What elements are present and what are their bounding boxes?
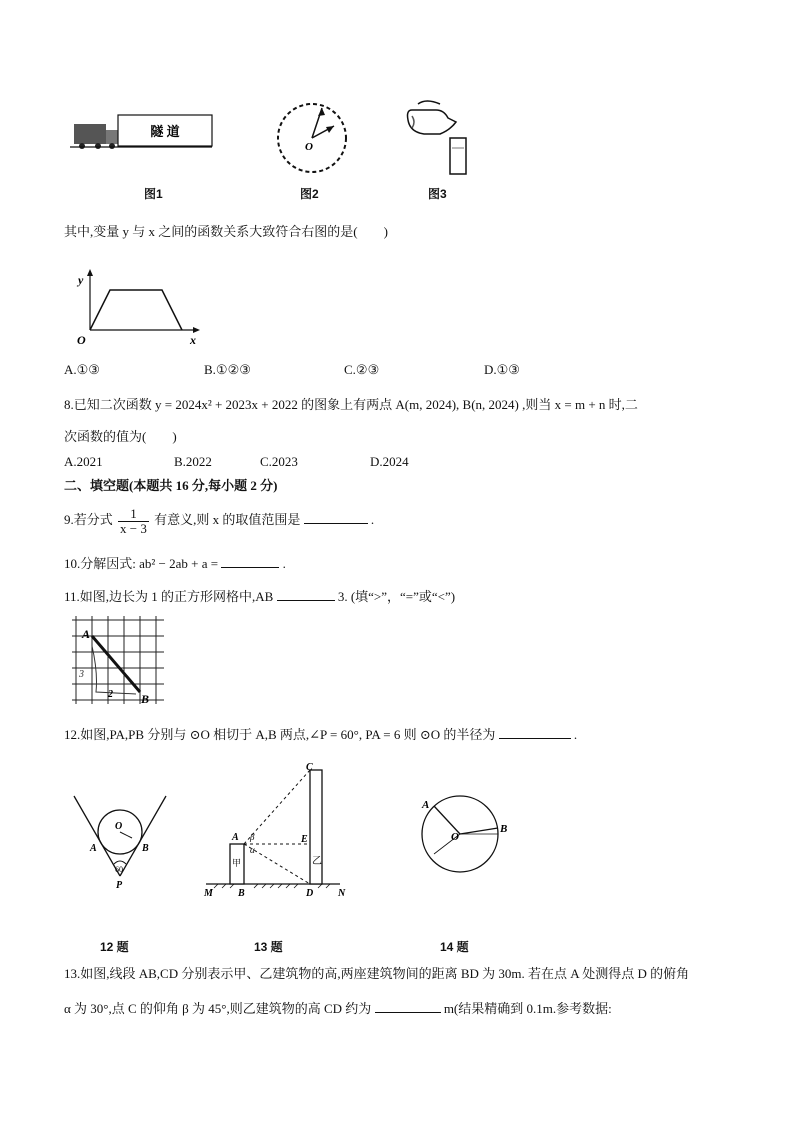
q7-stem: 其中,变量 y 与 x 之间的函数关系大致符合右图的是( ) xyxy=(64,224,388,239)
q8-line-1: 8.已知二次函数 y = 2024x² + 2023x + 2022 的图象上有两点 A(m, 2024), B(n, 2024) ,则当 x = m + n 时,二 xyxy=(64,397,638,412)
angle-arc xyxy=(114,861,126,864)
center-o-label: O xyxy=(305,141,313,153)
label-a: A xyxy=(422,799,430,811)
angle-alpha: α xyxy=(250,845,255,855)
glass-cup xyxy=(450,138,466,174)
q7-graph xyxy=(74,268,204,348)
figure-1-label: 图1 xyxy=(144,187,163,201)
y-axis-arrow-icon xyxy=(87,269,93,276)
q11-text: 11.如图,边长为 1 的正方形网格中,AB xyxy=(64,589,274,604)
label-a: A xyxy=(90,843,97,854)
grid-point-b: B xyxy=(141,692,150,706)
q9-answer-blank[interactable] xyxy=(304,511,368,524)
figure-3-pouring xyxy=(400,98,470,178)
label-d: D xyxy=(306,888,314,899)
q12 xyxy=(64,726,577,743)
label-b: B xyxy=(500,823,508,835)
q9-fraction xyxy=(118,507,149,536)
figure-13 xyxy=(200,760,350,900)
kettle-body xyxy=(408,110,457,134)
truck-cab xyxy=(106,130,118,144)
q10-answer-blank[interactable] xyxy=(221,555,279,568)
q13-line-1: 13.如图,线段 AB,CD 分别表示甲、乙建筑物的高,两座建筑物间的距离 BD 为 30m. 若在点 A 处测得点 D 的俯角 xyxy=(64,966,690,981)
label-a: A xyxy=(232,832,239,843)
label-p: P xyxy=(116,880,123,891)
trapezoid-curve xyxy=(90,290,182,330)
figure-2-label: 图2 xyxy=(300,187,319,201)
label-o: O xyxy=(115,821,123,832)
truck-wheel xyxy=(109,143,115,149)
arrow-head-icon xyxy=(318,108,325,116)
radius xyxy=(120,832,132,838)
radius-ob xyxy=(460,828,498,834)
hand-drawn-marks xyxy=(92,646,136,694)
q12-answer-blank[interactable] xyxy=(499,726,571,739)
grid-point-a: A xyxy=(82,627,91,641)
figure-1-tunnel xyxy=(68,110,218,155)
q9-end: . xyxy=(370,512,375,527)
q7-option-d: D.①③ xyxy=(484,362,520,377)
tunnel-label: 隧 道 xyxy=(150,124,180,139)
q8-line-2: 次函数的值为( ) xyxy=(64,429,177,444)
q7-option-a: A.①③ xyxy=(64,362,100,377)
label-b: B xyxy=(142,843,149,854)
q11-grid-figure xyxy=(68,612,168,708)
truck-wheel xyxy=(79,143,85,149)
origin-label: O xyxy=(77,333,86,347)
q9-fraction-numerator: 1 xyxy=(118,507,149,522)
figure-12 xyxy=(70,792,170,892)
q9-prefix: 9.若分式 xyxy=(64,512,113,527)
figure-12-caption: 12 题 xyxy=(100,940,129,954)
radius-oa xyxy=(434,806,460,834)
figure-3-label: 图3 xyxy=(428,187,447,201)
q13-line-2-pre: α 为 30°,点 C 的仰角 β 为 45°,则乙建筑物的高 CD 约为 xyxy=(64,1001,372,1016)
label-yi: 乙 xyxy=(312,856,322,867)
q8-option-c: C.2023 xyxy=(260,454,298,469)
label-e: E xyxy=(301,834,308,845)
q10-end: . xyxy=(282,556,286,571)
label-o: O xyxy=(451,831,459,843)
q8-option-b: B.2022 xyxy=(174,454,212,469)
label-n: N xyxy=(338,888,346,899)
y-axis-label: y xyxy=(78,273,84,287)
section-2-heading: 二、填空题(本题共 16 分,每小题 2 分) xyxy=(64,478,278,493)
grid-mark-left: 3 xyxy=(79,669,84,680)
label-m: M xyxy=(204,888,213,899)
q11-suffix: 3. (填“>”，“=”或“<”) xyxy=(337,589,456,604)
angle-label: 60 xyxy=(115,865,123,874)
label-c: C xyxy=(306,762,313,773)
label-jia: 甲 xyxy=(232,858,242,868)
q12-text: 12.如图,PA,PB 分别与 ⊙O 相切于 A,B 两点,∠P = 60°, PA = 6 则 ⊙O 的半径为 xyxy=(64,727,496,742)
q13-line-2 xyxy=(64,1000,612,1017)
q11 xyxy=(64,588,455,605)
q9-fraction-denominator: x − 3 xyxy=(120,520,147,536)
figure-13-caption: 13 题 xyxy=(254,940,283,954)
q9 xyxy=(64,503,374,537)
q11-answer-blank[interactable] xyxy=(277,588,335,601)
figure-2-clock xyxy=(272,98,352,178)
tangent-pa xyxy=(74,796,123,876)
figure-14 xyxy=(414,790,514,880)
figure-14-caption: 14 题 xyxy=(440,940,469,954)
q12-end: . xyxy=(573,727,578,742)
q7-option-b: B.①②③ xyxy=(204,362,251,377)
kettle-handle xyxy=(418,101,440,104)
q13-answer-blank[interactable] xyxy=(375,1000,441,1013)
q10 xyxy=(64,555,286,572)
q13-line-2-post: m(结果精确到 0.1m.参考数据: xyxy=(443,1001,612,1016)
q9-suffix: 有意义,则 x 的取值范围是 xyxy=(154,512,301,527)
q7-option-c: C.②③ xyxy=(344,362,380,377)
angle-beta: β xyxy=(250,832,255,842)
truck-cargo xyxy=(74,124,106,144)
q8-option-d: D.2024 xyxy=(370,454,409,469)
x-axis-label: x xyxy=(190,333,196,347)
q8-option-a: A.2021 xyxy=(64,454,103,469)
truck-wheel xyxy=(95,143,101,149)
grid-mark-bottom: 2 xyxy=(108,689,113,700)
q10-text: 10.分解因式: ab² − 2ab + a = xyxy=(64,556,219,571)
label-b: B xyxy=(238,888,245,899)
